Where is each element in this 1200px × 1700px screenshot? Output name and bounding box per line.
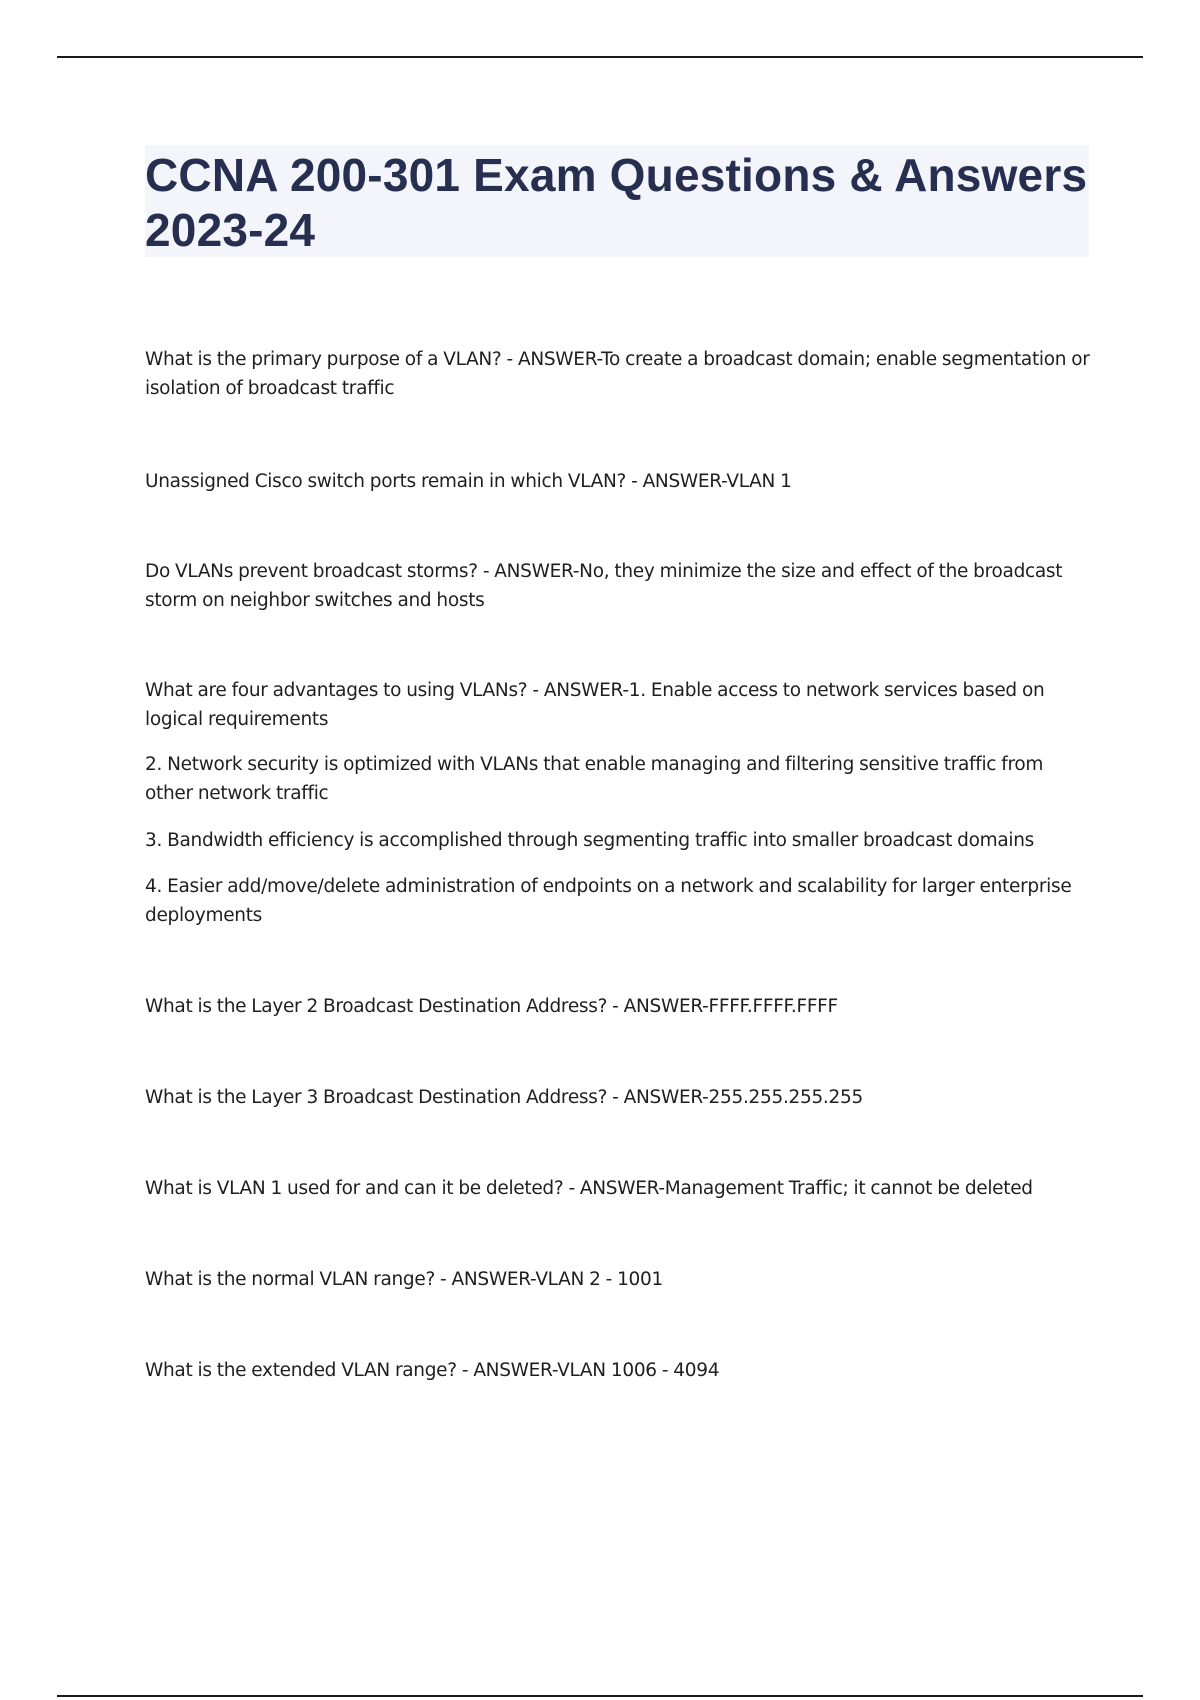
qa-entry: Do VLANs prevent broadcast storms? - ANSWER-No, they minimize the size and effect of the broadcast storm on neighbor switches and hosts xyxy=(145,561,1063,611)
qa-entry: What is the Layer 3 Broadcast Destination Address? - ANSWER-255.255.255.255 xyxy=(145,1087,863,1108)
qa-entry: What is the normal VLAN range? - ANSWER-VLAN 2 - 1001 xyxy=(145,1269,663,1290)
header-rule xyxy=(57,56,1143,58)
qa-entry: What is VLAN 1 used for and can it be deleted? - ANSWER-Management Traffic; it cannot be deleted xyxy=(145,1178,1033,1199)
qa-entry-continuation: 3. Bandwidth efficiency is accomplished through segmenting traffic into smaller broadcast domains xyxy=(145,830,1034,851)
qa-entry: What is the primary purpose of a VLAN? - ANSWER-To create a broadcast domain; enable segmentation or isolation of broadcast traffic xyxy=(145,349,1090,399)
footer-rule xyxy=(57,1695,1143,1697)
page-title: CCNA 200-301 Exam Questions & Answers 2023-24 xyxy=(145,149,1088,256)
qa-entry-continuation: 4. Easier add/move/delete administration of endpoints on a network and scalability for larger enterprise deployments xyxy=(145,876,1072,926)
qa-entry-continuation: 2. Network security is optimized with VLANs that enable managing and filtering sensitive traffic from other network traffic xyxy=(145,754,1044,804)
qa-entry: What is the extended VLAN range? - ANSWER-VLAN 1006 - 4094 xyxy=(145,1360,720,1381)
title-banner xyxy=(145,145,1089,257)
qa-entry: What is the Layer 2 Broadcast Destination Address? - ANSWER-FFFF.FFFF.FFFF xyxy=(145,996,838,1017)
qa-entry: Unassigned Cisco switch ports remain in which VLAN? - ANSWER-VLAN 1 xyxy=(145,471,792,492)
qa-entry: What are four advantages to using VLANs? - ANSWER-1. Enable access to network services based on logical requirements xyxy=(145,680,1045,730)
